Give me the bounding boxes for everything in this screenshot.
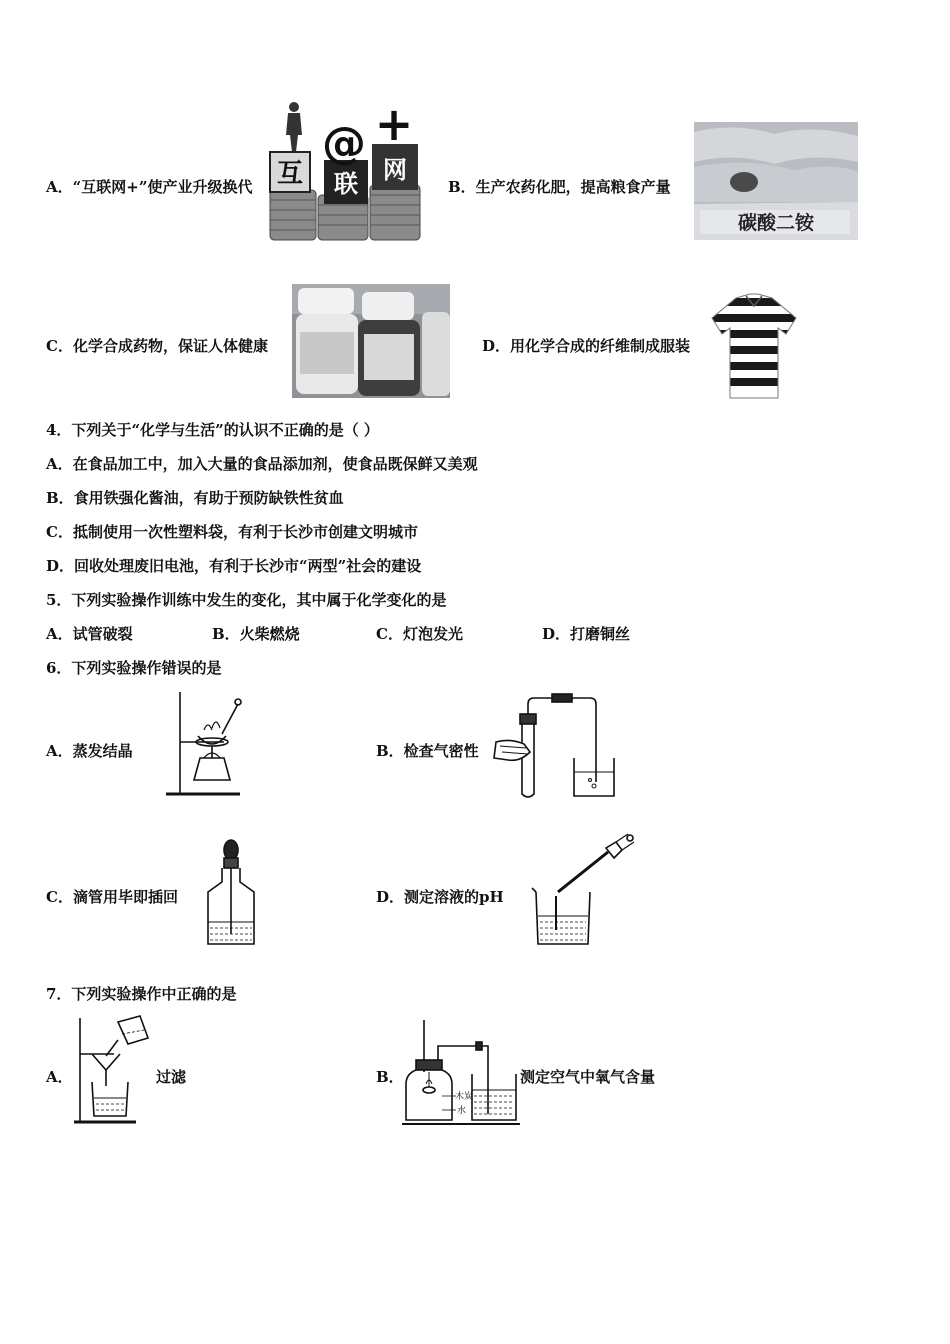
bag-label: 碳酸二铵: [737, 212, 815, 234]
q7-option-b-label: B．: [376, 1068, 404, 1086]
striped-shirt-image: [710, 292, 798, 400]
q4-option-a: A．在食品加工中，加入大量的食品添加剂，使食品既保鲜又美观: [46, 455, 478, 473]
q3-option-d: D．用化学合成的纤维制成服装: [482, 337, 691, 355]
q5-option-a: A．试管破裂: [46, 625, 133, 643]
q7-option-b-text: 测定空气中氧气含量: [520, 1068, 656, 1086]
q3-option-a: A．“互联网+”使产业升级换代: [46, 178, 253, 196]
q3-option-b: B．生产农药化肥，提高粮食产量: [448, 178, 671, 196]
q7-stem: 7．下列实验操作中正确的是: [46, 985, 237, 1003]
tile-wang: 网: [383, 155, 407, 184]
tile-lian: 联: [334, 169, 358, 198]
q4-stem: 4．下列关于“化学与生活”的认识不正确的是（ ）: [46, 421, 379, 439]
dropper-bottle-icon: [204, 836, 258, 948]
q7-option-a-text: 过滤: [156, 1068, 187, 1086]
q6-option-a: A．蒸发结晶: [46, 742, 133, 760]
charcoal-label: 木炭: [455, 1092, 474, 1102]
q6-stem: 6．下列实验操作错误的是: [46, 659, 222, 677]
medicine-bottles-image: [292, 284, 450, 398]
q5-option-d: D．打磨铜丝: [542, 625, 631, 643]
water-label: 水: [457, 1106, 467, 1116]
q7-option-a-label: A．: [46, 1068, 73, 1086]
fertilizer-bags-image: [694, 122, 858, 240]
tile-hu: 互: [276, 159, 304, 189]
internet-plus-image: [268, 100, 426, 242]
airtightness-check-icon: [490, 692, 620, 802]
q5-option-b: B．火柴燃烧: [212, 625, 300, 643]
filtration-apparatus-icon: [70, 1012, 150, 1126]
oxygen-content-apparatus-icon: [402, 1018, 522, 1128]
q6-option-b: B．检查气密性: [376, 742, 479, 760]
ph-test-icon: [530, 830, 640, 950]
q6-option-d: D．测定溶液的pH: [376, 888, 504, 906]
q6-option-c: C．滴管用毕即插回: [46, 888, 178, 906]
q5-stem: 5．下列实验操作训练中发生的变化，其中属于化学变化的是: [46, 591, 447, 609]
q3-option-c: C．化学合成药物，保证人体健康: [46, 337, 268, 355]
q4-option-c: C．抵制使用一次性塑料袋，有利于长沙市创建文明城市: [46, 523, 418, 541]
q4-option-b: B．食用铁强化酱油，有助于预防缺铁性贫血: [46, 489, 344, 507]
q4-option-d: D．回收处理废旧电池，有利于长沙市“两型”社会的建设: [46, 557, 422, 575]
at-sign: @: [322, 118, 366, 169]
plus-sign: +: [374, 100, 414, 151]
evaporation-apparatus-icon: [160, 690, 244, 800]
q5-option-c: C．灯泡发光: [376, 625, 463, 643]
